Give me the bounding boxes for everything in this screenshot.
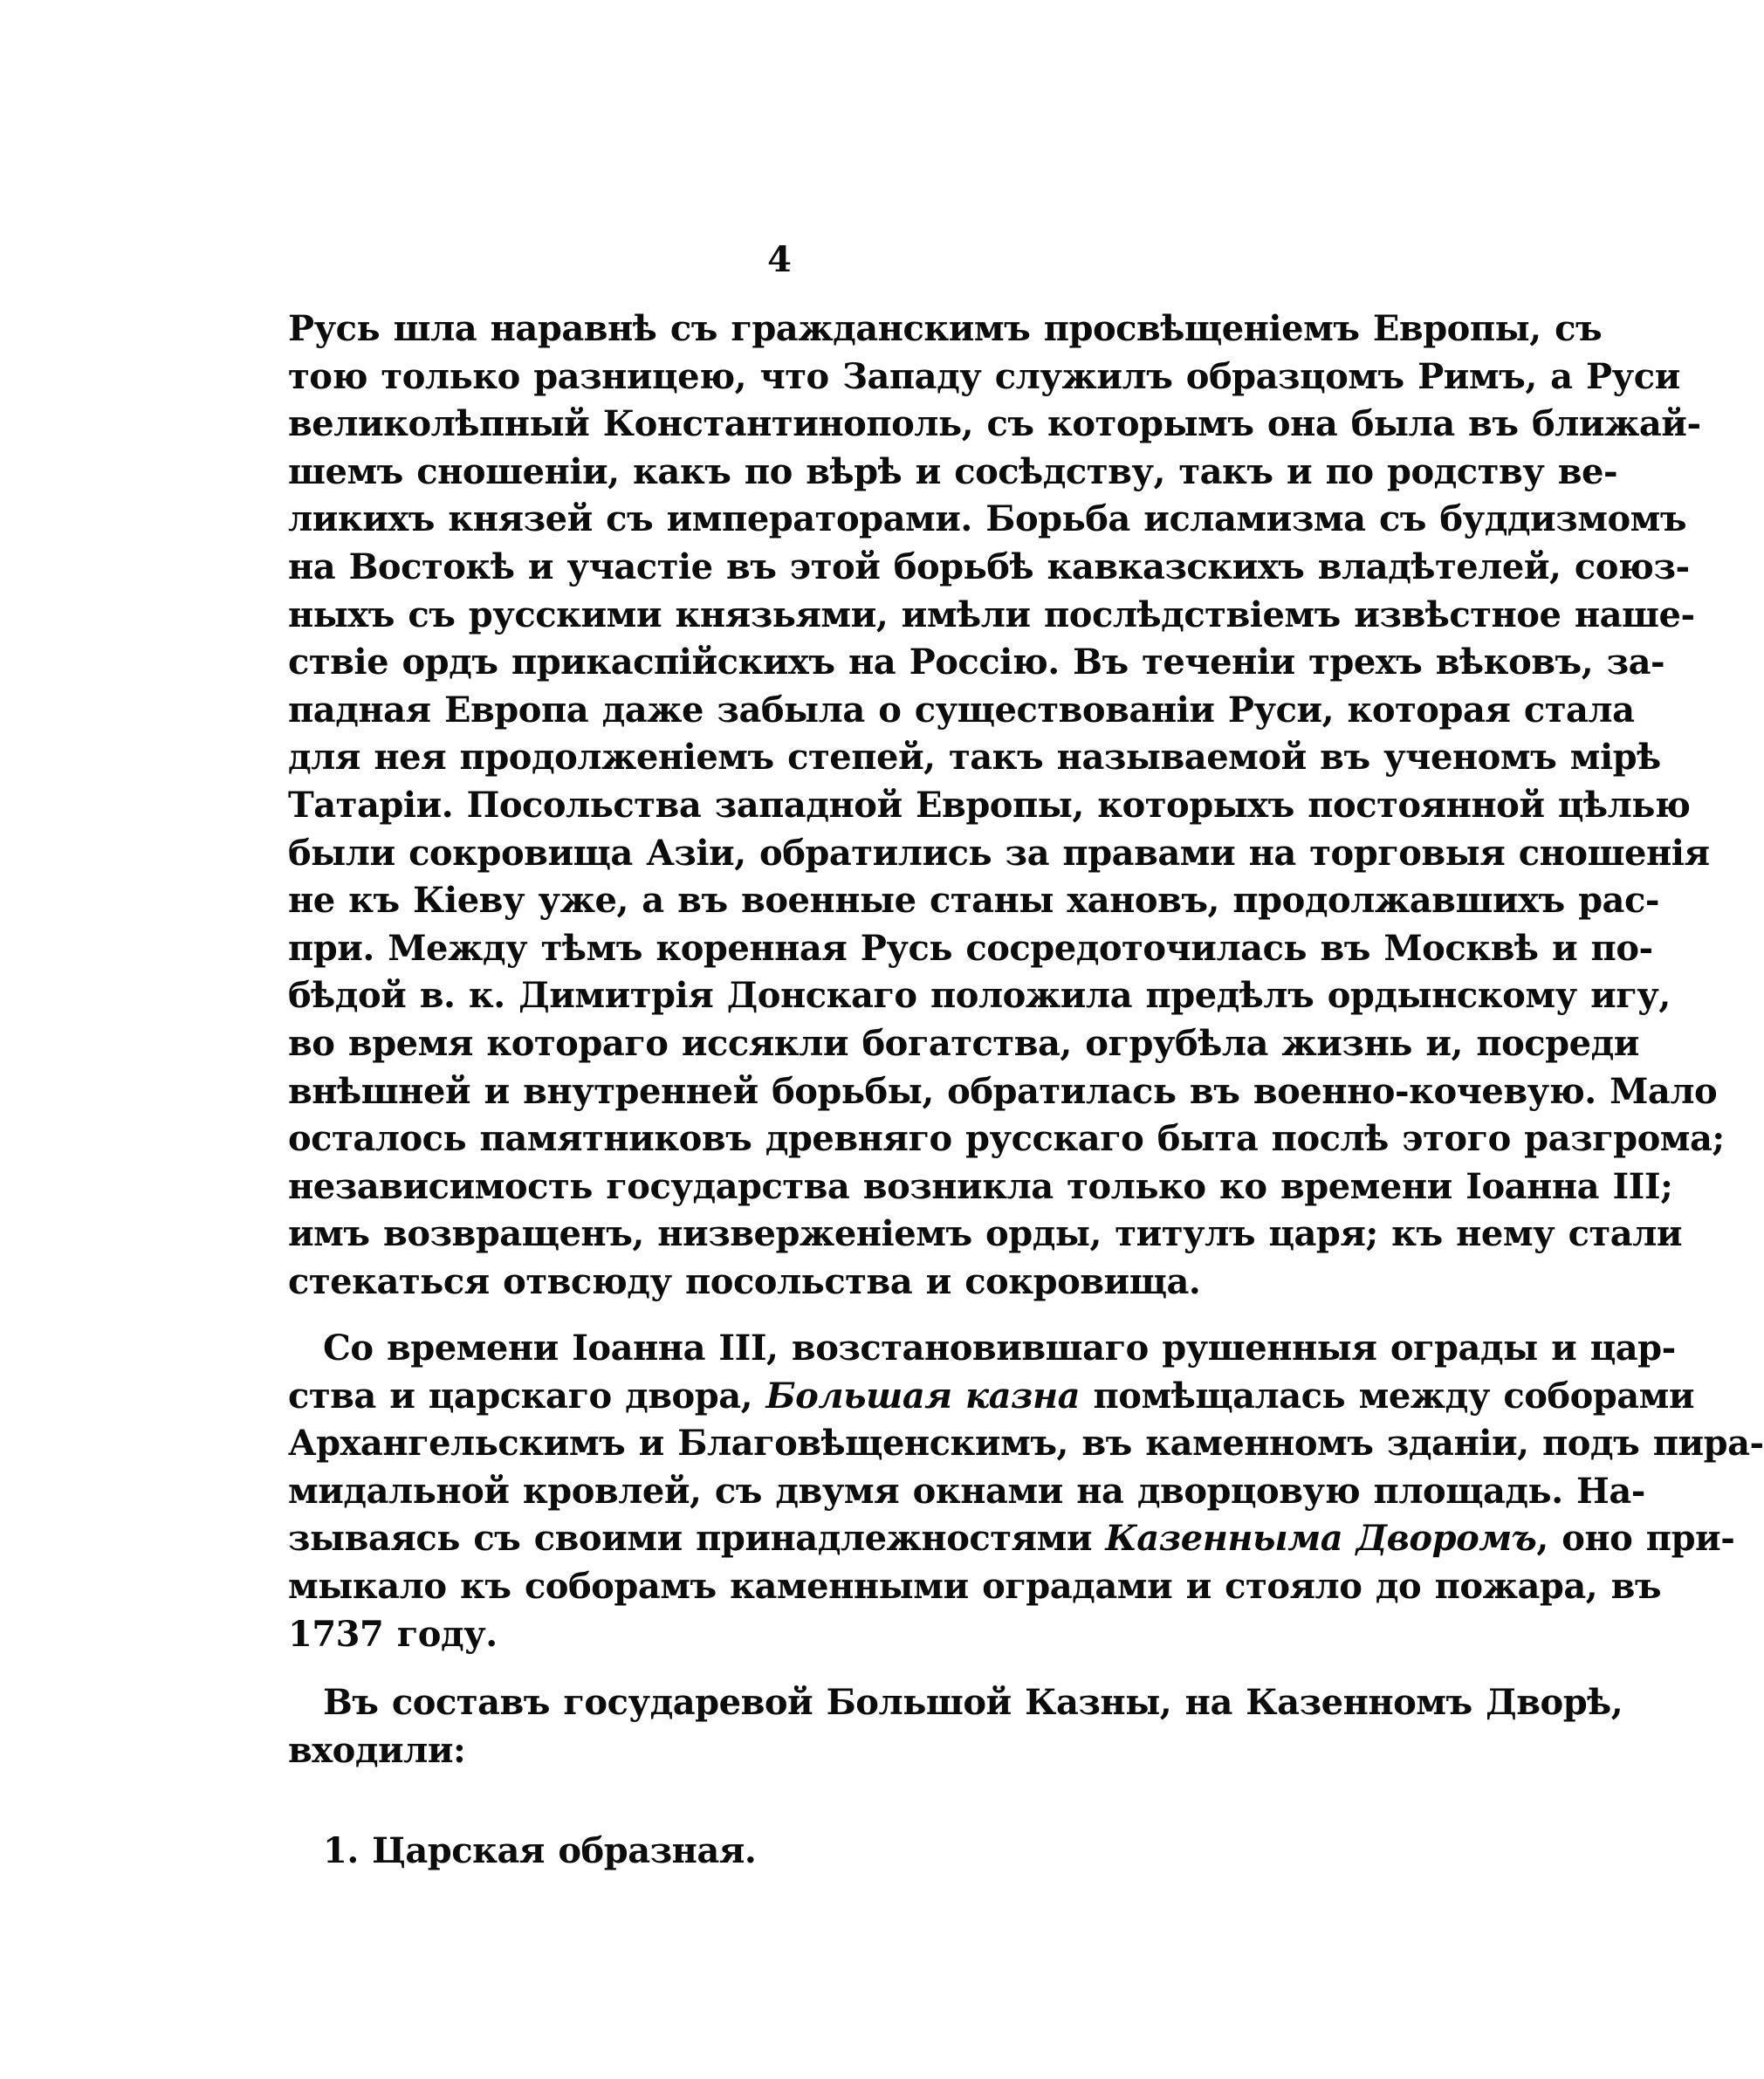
text-line: Русь шла наравнѣ съ гражданскимъ просвѣщеніемъ Европы, съ: [288, 308, 1603, 349]
text-line: 1. Царская образная.: [323, 1830, 757, 1871]
text-run: помѣщалась между соборами: [1080, 1375, 1695, 1417]
text-line: Со времени Іоанна III, возстановившаго рушенныя ограды и цар-: [323, 1328, 1676, 1369]
text-line: осталось памятниковъ древняго русскаго быта послѣ этого разгрома;: [288, 1118, 1725, 1160]
text-line: не къ Кіеву уже, а въ военные станы хановъ, продолжавшихъ рас-: [288, 880, 1659, 922]
text-line: великолѣпный Константинополь, съ которымъ она была въ ближай-: [288, 403, 1701, 445]
text-line: 1737 году.: [288, 1613, 498, 1655]
text-line: падная Европа даже забыла о существованіи Руси, которая стала: [288, 689, 1635, 731]
text-line: [288, 1373, 1695, 1421]
page-number: 4: [767, 239, 792, 280]
text-line: независимость государства возникла только ко времени Іоанна III;: [288, 1165, 1673, 1207]
text-line: стекаться отвсюду посольства и сокровища.: [288, 1260, 1201, 1302]
text-line: на Востокѣ и участіе въ этой борьбѣ кавказскихъ владѣтелей, союз-: [288, 545, 1690, 587]
text-line: входили:: [288, 1729, 466, 1771]
text-line: бѣдой в. к. Димитрія Донскаго положила предѣлъ ордынскому игу,: [288, 975, 1671, 1017]
text-line: Архангельскимъ и Благовѣщенскимъ, въ каменномъ зданіи, подъ пира-: [288, 1423, 1764, 1465]
text-run: зываясь съ своими принадлежностями: [288, 1518, 1106, 1560]
text-run: , оно при-: [1536, 1518, 1735, 1560]
text-line: мидальной кровлей, съ двумя окнами на дворцовую площадь. На-: [288, 1470, 1645, 1512]
text-line: Татаріи. Посольства западной Европы, которыхъ постоянной цѣлью: [288, 784, 1691, 826]
italic-term-kazenny-dvor: Казенныма Дворомъ: [1105, 1518, 1537, 1560]
paragraph-3: [288, 1679, 1623, 1774]
text-line: мыкало къ соборамъ каменными оградами и стояло до пожара, въ: [288, 1565, 1662, 1607]
text-line: [288, 1515, 1735, 1563]
text-line: для нея продолженіемъ степей, такъ называемой въ ученомъ мірѣ: [288, 737, 1661, 779]
text-line: внѣшней и внутренней борьбы, обратилась въ военно-кочевую. Мало: [288, 1070, 1718, 1112]
text-run: ства и царскаго двора,: [288, 1375, 766, 1417]
text-line: были сокровища Азіи, обратились за правами на торговыя сношенія: [288, 832, 1710, 874]
text-line: ствіе ордъ прикаспійскихъ на Россію. Въ теченіи трехъ вѣковъ, за-: [288, 642, 1665, 683]
text-line: шемъ сношеніи, какъ по вѣрѣ и сосѣдству, такъ и по родству ве-: [288, 450, 1618, 492]
italic-term-bolshaya-kazna: Большая казна: [765, 1375, 1081, 1417]
text-line: Въ составъ государевой Большой Казны, на Казенномъ Дворѣ,: [323, 1682, 1623, 1723]
text-line: ликихъ князей съ императорами. Борьба исламизма съ буддизмомъ: [288, 498, 1687, 540]
text-line: при. Между тѣмъ коренная Русь сосредоточилась въ Москвѣ и по-: [288, 927, 1653, 969]
text-line: имъ возвращенъ, низверженіемъ орды, титулъ царя; къ нему стали: [288, 1213, 1683, 1255]
text-line: тою только разницею, что Западу служилъ образцомъ Римъ, а Руси: [288, 355, 1680, 397]
text-line: во время котораго иссякли богатства, огрубѣла жизнь и, посреди: [288, 1022, 1639, 1064]
list-item-1: [288, 1828, 1283, 1876]
paragraph-1: [288, 305, 1725, 1306]
paragraph-2: [288, 1325, 1764, 1658]
text-line: ныхъ съ русскими князьями, имѣли послѣдствіемъ извѣстное наше-: [288, 594, 1695, 635]
